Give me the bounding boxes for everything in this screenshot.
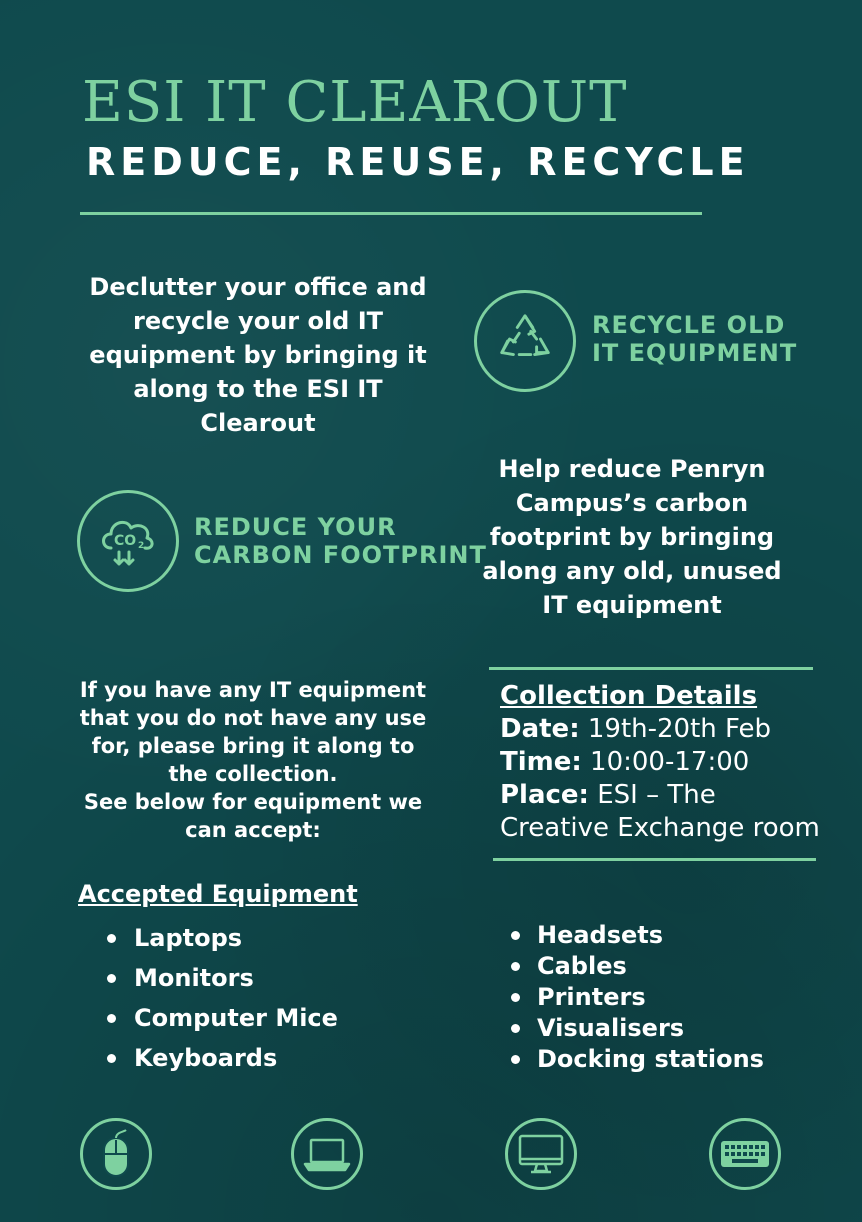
carbon-label-line2: CARBON FOOTPRINT	[194, 540, 487, 569]
page-title: ESI IT CLEAROUT	[82, 70, 628, 135]
svg-text:CO: CO	[114, 533, 137, 549]
monitor-icon	[505, 1118, 577, 1190]
carbon-label-line1: REDUCE YOUR	[194, 513, 397, 541]
date-label: Date:	[500, 714, 580, 744]
place-value: ESI – The Creative Exchange room	[500, 780, 820, 843]
mouse-icon	[80, 1118, 152, 1190]
recycle-label-line1: RECYCLE OLD	[592, 311, 786, 339]
list-item: Computer Mice	[78, 998, 338, 1038]
recycle-feature-label	[592, 312, 797, 367]
list-item: Keyboards	[78, 1038, 338, 1078]
list-item: Cables	[509, 951, 764, 982]
accepted-list-left	[78, 918, 338, 1078]
accepted-heading: Accepted Equipment	[78, 880, 358, 908]
keyboard-icon	[709, 1118, 781, 1190]
list-item: Laptops	[78, 918, 338, 958]
accepted-list-right	[509, 920, 764, 1075]
bring-text-accept: See below for equipment we can accept:	[83, 790, 423, 842]
co2-icon	[77, 490, 179, 592]
bring-text-main: If you have any IT equipment that you do not have any use for, please bring it along to the collection.	[79, 678, 427, 786]
date-value: 19th-20th Feb	[587, 714, 772, 744]
help-text: Help reduce Penryn Campus’s carbon footprint by bringing along any old, unused IT equipment	[482, 455, 782, 619]
recycle-label-line2: IT EQUIPMENT	[592, 338, 798, 367]
place-row	[500, 779, 830, 845]
recycle-icon	[474, 290, 576, 392]
place-label: Place:	[500, 780, 589, 810]
svg-text:2: 2	[138, 541, 145, 551]
time-value: 10:00-17:00	[590, 747, 750, 777]
details-bottom-divider	[493, 858, 816, 861]
page-subtitle: REDUCE, REUSE, RECYCLE	[86, 140, 750, 184]
list-item: Visualisers	[509, 1013, 764, 1044]
date-row	[500, 713, 830, 746]
intro-text: Declutter your office and recycle your old IT equipment by bringing it along to the ESI IT Clearout	[89, 273, 427, 437]
list-item: Printers	[509, 982, 764, 1013]
bring-text	[72, 676, 434, 844]
laptop-icon	[291, 1118, 363, 1190]
time-label: Time:	[500, 747, 582, 777]
list-item: Monitors	[78, 958, 338, 998]
details-top-divider	[489, 667, 813, 670]
collection-heading: Collection Details	[500, 681, 758, 711]
collection-details	[500, 680, 830, 845]
carbon-feature-label	[194, 514, 487, 569]
header-divider	[80, 212, 702, 215]
list-item: Docking stations	[509, 1044, 764, 1075]
list-item: Headsets	[509, 920, 764, 951]
time-row	[500, 746, 830, 779]
